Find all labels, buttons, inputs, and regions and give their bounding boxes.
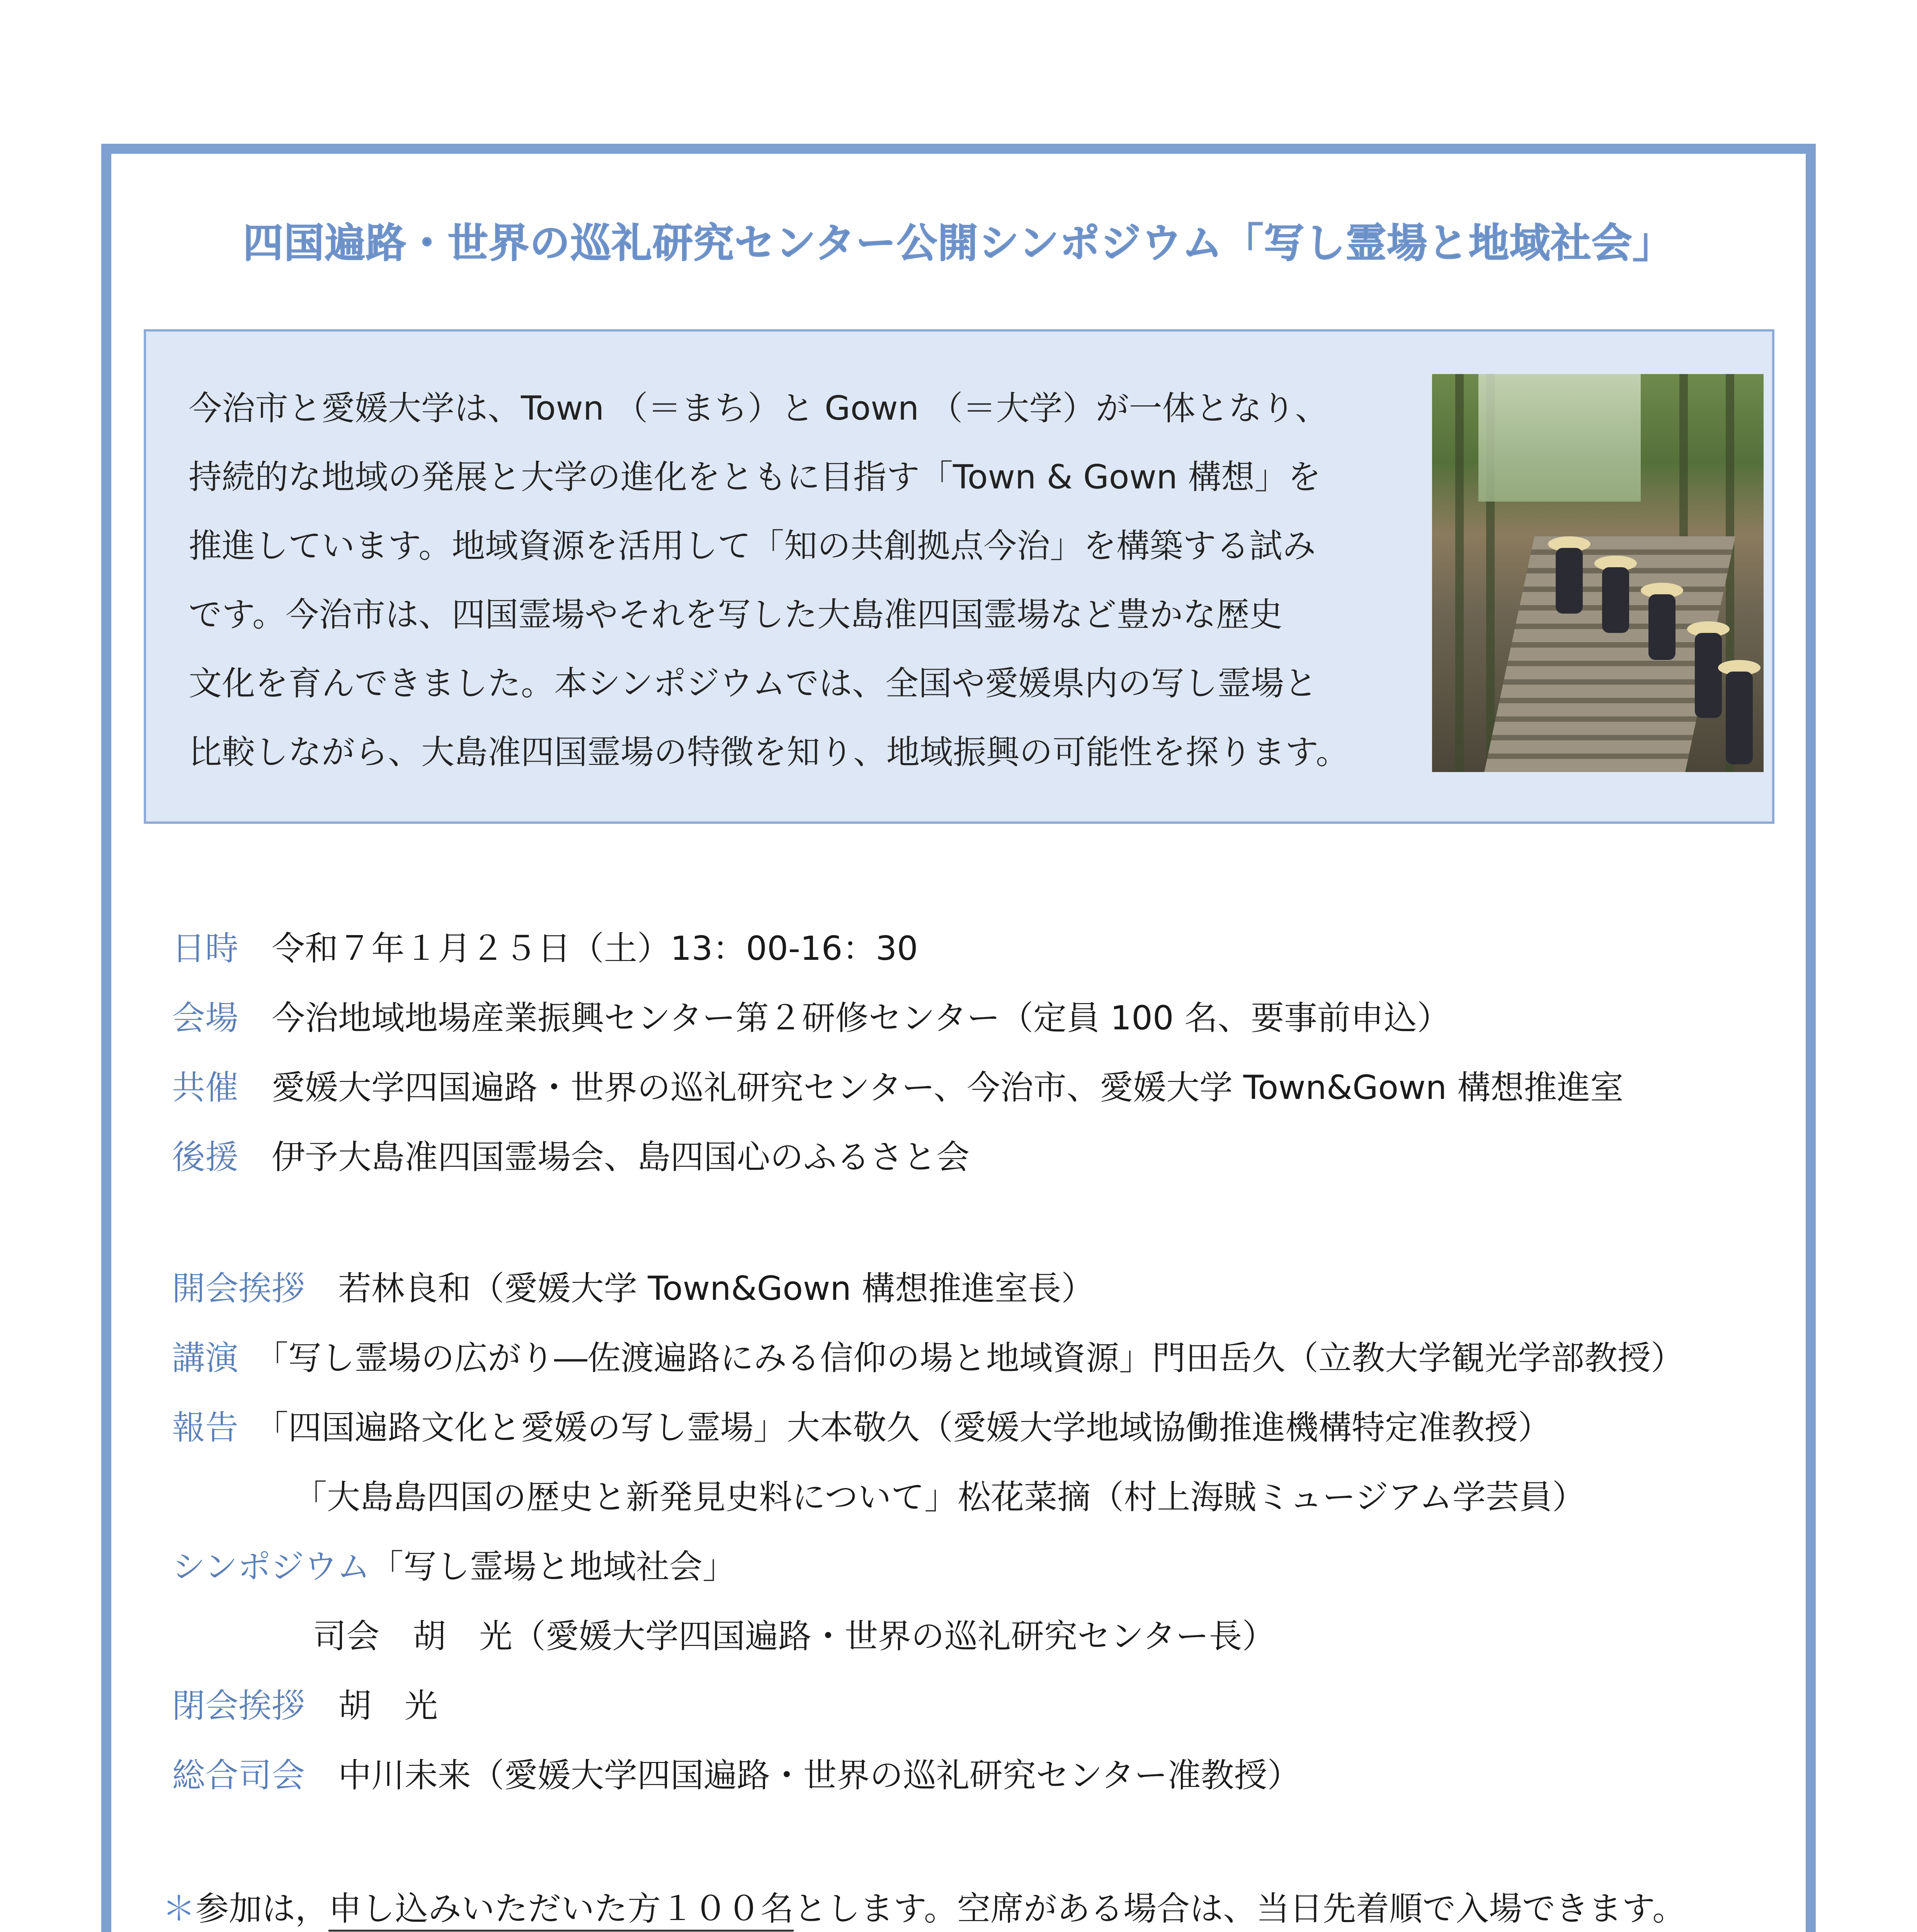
intro-line: 持続的な地域の発展と大学の進化をともに目指す「Town & Gown 構想」を <box>189 458 1321 497</box>
intro-text <box>189 374 1560 787</box>
report2-row <box>294 1470 1585 1518</box>
note-attendance: ＊参加は，申し込みいただいた方１００名とします。空席がある場合は、当日先着順で入場できます。 <box>162 1882 1686 1930</box>
intro-line: 文化を育んできました。本シンポジウムでは、全国や愛媛県内の写し霊場と <box>189 664 1317 703</box>
closing-label: 閉会挨拶 <box>172 1687 305 1725</box>
organizer-row <box>172 1061 1623 1109</box>
venue-value: 今治地域地場産業振興センター第２研修センター（定員 100 名、要事前申込） <box>272 999 1450 1037</box>
closing-row <box>172 1679 438 1727</box>
mc-value: 中川未来（愛媛大学四国遍路・世界の巡礼研究センター准教授） <box>338 1756 1301 1795</box>
closing-value: 胡 光 <box>338 1687 438 1725</box>
opening-label: 開会挨拶 <box>172 1269 305 1308</box>
symposium-row <box>172 1540 736 1588</box>
venue-row <box>172 991 1450 1039</box>
symposium-value: 「写し霊場と地域社会」 <box>370 1548 736 1586</box>
lecture-row <box>172 1331 1684 1379</box>
opening-value: 若林良和（愛媛大学 Town&Gown 構想推進室長） <box>338 1269 1095 1308</box>
venue-label: 会場 <box>172 999 238 1037</box>
intro-line: です。今治市は、四国霊場やそれを写した大島准四国霊場など豊かな歴史 <box>189 595 1283 634</box>
intro-line: 比較しながら、大島准四国霊場の特徴を知り、地域振興の可能性を探ります。 <box>189 733 1349 772</box>
report-label: 報告 <box>172 1408 238 1447</box>
report2-value: 「大島島四国の歴史と新発見史料について」松花菜摘（村上海賊ミュージアム学芸員） <box>294 1478 1585 1517</box>
date-value: 令和７年１月２５日（土）13：00-16：30 <box>272 929 918 968</box>
intro-box <box>144 329 1774 824</box>
pilgrims-photo <box>1432 374 1764 772</box>
intro-line: 推進しています。地域資源を活用して「知の共創拠点今治」を構築する試み <box>189 527 1316 565</box>
mc-label: 総合司会 <box>172 1756 305 1795</box>
capacity-text: 申し込みいただいた方１００名 <box>328 1889 794 1932</box>
support-label: 後援 <box>172 1138 238 1177</box>
report-row <box>172 1401 1551 1449</box>
lecture-label: 講演 <box>172 1339 238 1378</box>
moderator-value: 司会 胡 光（愛媛大学四国遍路・世界の巡礼研究センター長） <box>313 1617 1276 1656</box>
opening-row <box>172 1262 1094 1310</box>
page-title: 四国遍路・世界の巡礼研究センター公開シンポジウム「写し霊場と地域社会」 <box>243 219 1674 267</box>
date-row <box>172 922 918 969</box>
support-row <box>172 1130 970 1178</box>
support-value: 伊予大島准四国霊場会、島四国心のふるさと会 <box>272 1138 970 1177</box>
organizer-label: 共催 <box>172 1068 238 1107</box>
organizer-value: 愛媛大学四国遍路・世界の巡礼研究センター、今治市、愛媛大学 Town&Gown 構想推進室 <box>272 1068 1624 1107</box>
date-label: 日時 <box>172 929 238 968</box>
asterisk-icon: ＊ <box>162 1889 196 1928</box>
intro-line: 今治市と愛媛大学は、Town （＝まち）と Gown （＝大学）が一体となり、 <box>189 389 1328 428</box>
mc-row <box>172 1748 1301 1796</box>
moderator-row <box>313 1609 1276 1657</box>
symposium-label: シンポジウム <box>172 1548 370 1586</box>
lecture-value: 「写し霊場の広がり―佐渡遍路にみる信仰の場と地域資源」門田岳久（立教大学観光学部教授） <box>272 1339 1684 1378</box>
report1-value: 「四国遍路文化と愛媛の写し霊場」大本敬久（愛媛大学地域協働推進機構特定准教授） <box>272 1408 1551 1447</box>
